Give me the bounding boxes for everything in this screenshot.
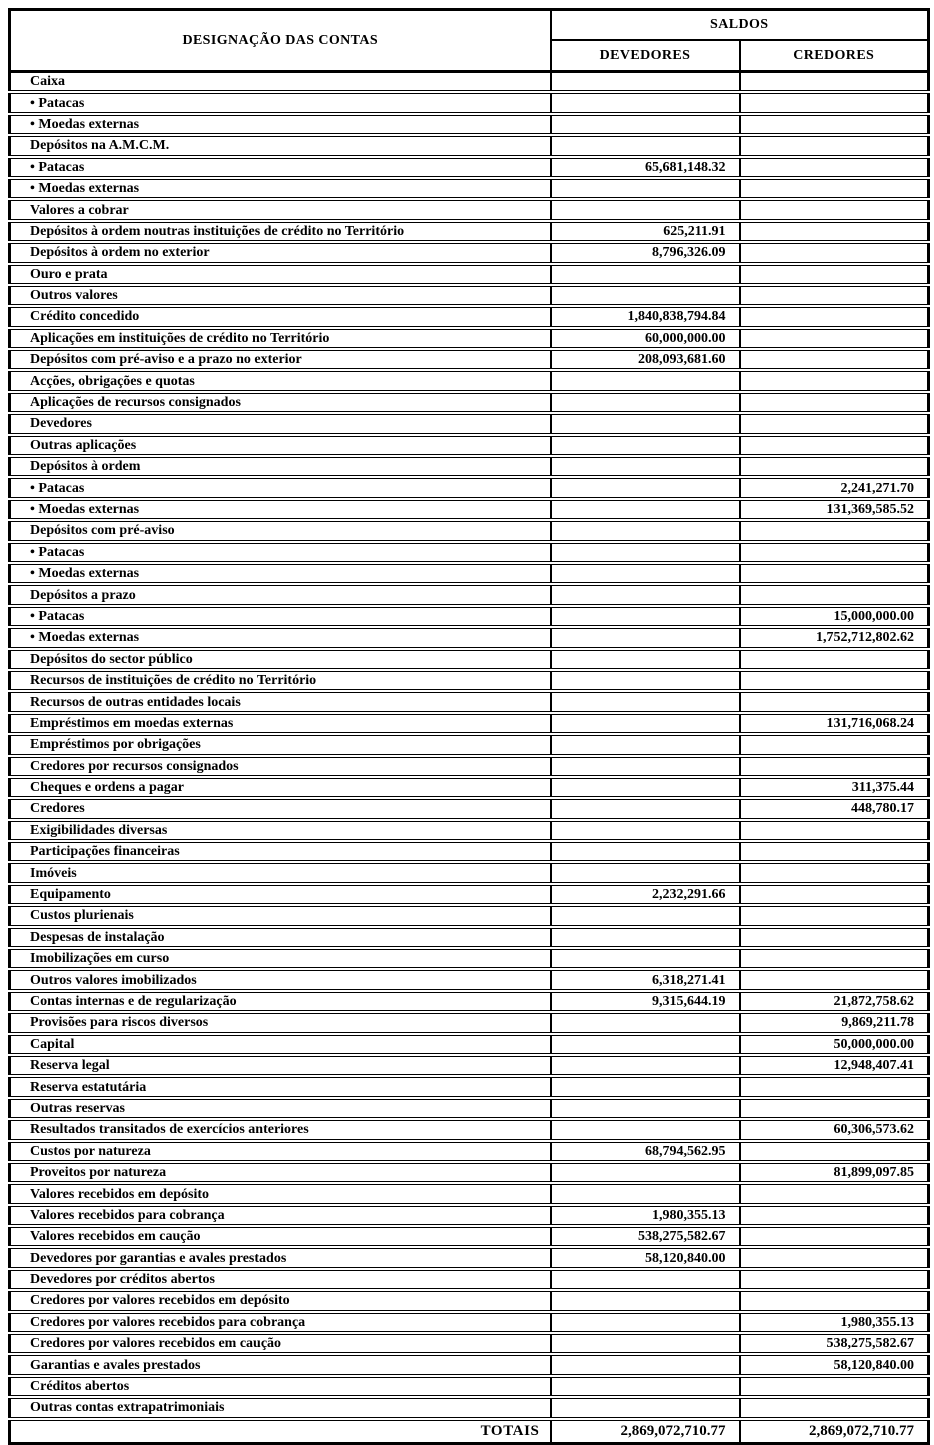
account-label: Depósitos com pré-aviso e a prazo no exterior [10,349,551,370]
table-row [10,627,929,648]
account-label: Depósitos na A.M.C.M. [10,135,551,156]
devedores-value: 6,318,271.41 [551,969,740,990]
table-row [10,649,929,670]
credores-value: 15,000,000.00 [740,606,929,627]
account-label: Proveitos por natureza [10,1162,551,1183]
credores-value [740,285,929,306]
devedores-value [551,862,740,883]
credores-value [740,927,929,948]
account-label: Imóveis [10,862,551,883]
credores-value [740,520,929,541]
table-footer [10,1419,929,1444]
credores-value [740,413,929,434]
credores-value [740,306,929,327]
table-row [10,1055,929,1076]
header-designation: DESIGNAÇÃO DAS CONTAS [10,10,551,72]
account-label: • Patacas [10,92,551,113]
table-row [10,862,929,883]
account-label: Depósitos a prazo [10,584,551,605]
account-label: Devedores por créditos abertos [10,1269,551,1290]
credores-value: 58,120,840.00 [740,1354,929,1375]
devedores-value [551,135,740,156]
devedores-value [551,905,740,926]
table-row [10,520,929,541]
credores-value [740,734,929,755]
account-label: Acções, obrigações e quotas [10,370,551,391]
table-row [10,1247,929,1268]
account-label: Custos por natureza [10,1141,551,1162]
table-row [10,1076,929,1097]
table-row [10,670,929,691]
devedores-value [551,1333,740,1354]
devedores-value: 68,794,562.95 [551,1141,740,1162]
devedores-value [551,1076,740,1097]
account-label: Participações financeiras [10,841,551,862]
account-label: • Moedas externas [10,627,551,648]
account-label: Resultados transitados de exercícios anteriores [10,1119,551,1140]
devedores-value [551,563,740,584]
account-label: Recursos de outras entidades locais [10,691,551,712]
credores-value: 21,872,758.62 [740,991,929,1012]
credores-value [740,435,929,456]
devedores-value: 208,093,681.60 [551,349,740,370]
account-label: • Moedas externas [10,563,551,584]
devedores-value [551,370,740,391]
table-row [10,499,929,520]
devedores-value [551,1055,740,1076]
devedores-value [551,477,740,498]
credores-value [740,584,929,605]
table-row [10,1183,929,1204]
table-row [10,306,929,327]
credores-value [740,392,929,413]
devedores-value [551,178,740,199]
devedores-value [551,1183,740,1204]
credores-value [740,820,929,841]
totals-row [10,1419,929,1444]
table-row [10,820,929,841]
account-label: Outros valores imobilizados [10,969,551,990]
devedores-value [551,798,740,819]
account-label: Credores por valores recebidos em caução [10,1333,551,1354]
table-row [10,92,929,113]
devedores-value [551,1376,740,1397]
account-label: Capital [10,1034,551,1055]
credores-value [740,670,929,691]
credores-value [740,563,929,584]
credores-value [740,542,929,563]
account-label: Crédito concedido [10,306,551,327]
devedores-value [551,264,740,285]
account-label: • Moedas externas [10,499,551,520]
table-row [10,542,929,563]
devedores-value [551,1034,740,1055]
table-row [10,1226,929,1247]
credores-value: 50,000,000.00 [740,1034,929,1055]
devedores-value [551,199,740,220]
devedores-value [551,1354,740,1375]
account-label: Reserva legal [10,1055,551,1076]
account-label: Outras aplicações [10,435,551,456]
account-label: Ouro e prata [10,264,551,285]
table-row [10,157,929,178]
totals-label: TOTAIS [10,1419,551,1444]
table-row [10,1119,929,1140]
credores-value [740,1376,929,1397]
devedores-value [551,820,740,841]
credores-value [740,349,929,370]
header-saldos: SALDOS [551,10,929,41]
account-label: Valores recebidos em caução [10,1226,551,1247]
credores-value: 2,241,271.70 [740,477,929,498]
devedores-value [551,584,740,605]
table-row [10,435,929,456]
devedores-value: 538,275,582.67 [551,1226,740,1247]
credores-value: 60,306,573.62 [740,1119,929,1140]
devedores-value: 9,315,644.19 [551,991,740,1012]
account-label: Valores recebidos para cobrança [10,1205,551,1226]
table-row [10,1205,929,1226]
devedores-value: 625,211.91 [551,221,740,242]
table-row [10,734,929,755]
table-row [10,114,929,135]
account-label: Outras contas extrapatrimoniais [10,1397,551,1418]
table-row [10,328,929,349]
account-label: Credores por valores recebidos para cobrança [10,1312,551,1333]
account-label: Imobilizações em curso [10,948,551,969]
table-row [10,777,929,798]
account-label: Outras reservas [10,1098,551,1119]
account-label: • Patacas [10,477,551,498]
account-label: Caixa [10,72,551,93]
table-row [10,456,929,477]
credores-value: 9,869,211.78 [740,1012,929,1033]
credores-value: 12,948,407.41 [740,1055,929,1076]
table-row [10,606,929,627]
account-label: Créditos abertos [10,1376,551,1397]
credores-value [740,905,929,926]
credores-value [740,969,929,990]
devedores-value [551,777,740,798]
table-row [10,264,929,285]
devedores-value [551,114,740,135]
devedores-value [551,1098,740,1119]
credores-value: 81,899,097.85 [740,1162,929,1183]
credores-value [740,649,929,670]
devedores-value [551,734,740,755]
table-row [10,927,929,948]
credores-value: 1,752,712,802.62 [740,627,929,648]
table-row [10,1354,929,1375]
table-row [10,905,929,926]
account-label: • Patacas [10,542,551,563]
table-body [10,72,929,1419]
account-label: Provisões para riscos diversos [10,1012,551,1033]
table-row [10,691,929,712]
account-label: Empréstimos por obrigações [10,734,551,755]
table-row [10,948,929,969]
table-row [10,1012,929,1033]
table-row [10,370,929,391]
devedores-value [551,1162,740,1183]
credores-value: 538,275,582.67 [740,1333,929,1354]
header-credores: CREDORES [740,40,929,72]
credores-value [740,1247,929,1268]
devedores-value [551,392,740,413]
devedores-value [551,691,740,712]
table-header [10,10,929,72]
devedores-value [551,649,740,670]
accounts-balance-table [8,8,930,1445]
account-label: • Patacas [10,606,551,627]
totals-devedores-value: 2,869,072,710.77 [551,1419,740,1444]
devedores-value: 1,980,355.13 [551,1205,740,1226]
account-label: Contas internas e de regularização [10,991,551,1012]
devedores-value [551,92,740,113]
table-row [10,1376,929,1397]
credores-value [740,1141,929,1162]
account-label: Aplicações de recursos consignados [10,392,551,413]
table-row [10,969,929,990]
account-label: Outros valores [10,285,551,306]
credores-value [740,1098,929,1119]
account-label: Aplicações em instituições de crédito no Território [10,328,551,349]
account-label: Depósitos do sector público [10,649,551,670]
credores-value: 448,780.17 [740,798,929,819]
credores-value [740,328,929,349]
devedores-value [551,670,740,691]
table-row [10,221,929,242]
devedores-value [551,606,740,627]
table-row [10,477,929,498]
devedores-value [551,927,740,948]
totals-credores-value: 2,869,072,710.77 [809,1422,915,1439]
credores-value [740,691,929,712]
devedores-value [551,1012,740,1033]
devedores-value [551,713,740,734]
credores-value [740,841,929,862]
account-label: Despesas de instalação [10,927,551,948]
credores-value [740,1183,929,1204]
table-row [10,349,929,370]
credores-value [740,456,929,477]
devedores-value: 2,232,291.66 [551,884,740,905]
devedores-value [551,542,740,563]
account-label: Devedores [10,413,551,434]
header-devedores: DEVEDORES [551,40,740,72]
account-label: Empréstimos em moedas externas [10,713,551,734]
table-row [10,392,929,413]
credores-value [740,178,929,199]
devedores-value [551,1397,740,1418]
table-row [10,1269,929,1290]
account-label: Credores [10,798,551,819]
table-row [10,242,929,263]
credores-value [740,242,929,263]
table-row [10,285,929,306]
credores-value: 131,369,585.52 [740,499,929,520]
devedores-value [551,520,740,541]
account-label: • Moedas externas [10,114,551,135]
devedores-value [551,72,740,93]
account-label: Exigibilidades diversas [10,820,551,841]
devedores-value [551,841,740,862]
devedores-value [551,435,740,456]
account-label: Credores por valores recebidos em depósito [10,1290,551,1311]
account-label: Credores por recursos consignados [10,756,551,777]
devedores-value [551,456,740,477]
devedores-value: 65,681,148.32 [551,157,740,178]
credores-value: 1,980,355.13 [740,1312,929,1333]
table-row [10,135,929,156]
table-row [10,199,929,220]
credores-value: 311,375.44 [740,777,929,798]
credores-value [740,756,929,777]
credores-value [740,72,929,93]
table-row [10,584,929,605]
account-label: Devedores por garantias e avales prestados [10,1247,551,1268]
table-row [10,798,929,819]
account-label: Recursos de instituições de crédito no Território [10,670,551,691]
credores-value [740,221,929,242]
credores-value [740,1226,929,1247]
table-row [10,1141,929,1162]
account-label: Garantias e avales prestados [10,1354,551,1375]
credores-value [740,1205,929,1226]
account-label: Reserva estatutária [10,1076,551,1097]
devedores-value: 58,120,840.00 [551,1247,740,1268]
credores-value [740,92,929,113]
devedores-value [551,1312,740,1333]
account-label: Valores a cobrar [10,199,551,220]
credores-value [740,884,929,905]
table-row [10,563,929,584]
devedores-value: 60,000,000.00 [551,328,740,349]
devedores-value [551,1290,740,1311]
table-row [10,178,929,199]
devedores-value: 1,840,838,794.84 [551,306,740,327]
credores-value [740,862,929,883]
account-label: Equipamento [10,884,551,905]
table-row [10,1034,929,1055]
header-row-saldos [10,10,929,41]
devedores-value [551,627,740,648]
account-label: Custos plurienais [10,905,551,926]
account-label: Depósitos à ordem [10,456,551,477]
table-row [10,841,929,862]
devedores-value [551,948,740,969]
credores-value [740,1290,929,1311]
table-row [10,756,929,777]
table-row [10,1290,929,1311]
account-label: • Patacas [10,157,551,178]
devedores-value [551,499,740,520]
devedores-value [551,1269,740,1290]
table-row [10,713,929,734]
table-row [10,1397,929,1418]
table-row [10,884,929,905]
credores-value [740,1397,929,1418]
table-row [10,991,929,1012]
credores-value [740,1269,929,1290]
table-row [10,1162,929,1183]
account-label: Depósitos à ordem no exterior [10,242,551,263]
credores-value [740,1076,929,1097]
credores-value [740,199,929,220]
table-row [10,413,929,434]
account-label: Depósitos à ordem noutras instituições de crédito no Território [10,221,551,242]
credores-value [740,157,929,178]
devedores-value: 8,796,326.09 [551,242,740,263]
credores-value [740,948,929,969]
devedores-value [551,756,740,777]
account-label: Valores recebidos em depósito [10,1183,551,1204]
credores-value [740,370,929,391]
account-label: Depósitos com pré-aviso [10,520,551,541]
devedores-value [551,1119,740,1140]
account-label: Cheques e ordens a pagar [10,777,551,798]
devedores-value [551,285,740,306]
table-row [10,72,929,93]
devedores-value [551,413,740,434]
account-label: • Moedas externas [10,178,551,199]
credores-value [740,135,929,156]
table-row [10,1312,929,1333]
table-row [10,1098,929,1119]
credores-value [740,114,929,135]
table-row [10,1333,929,1354]
credores-value [740,264,929,285]
credores-value: 131,716,068.24 [740,713,929,734]
